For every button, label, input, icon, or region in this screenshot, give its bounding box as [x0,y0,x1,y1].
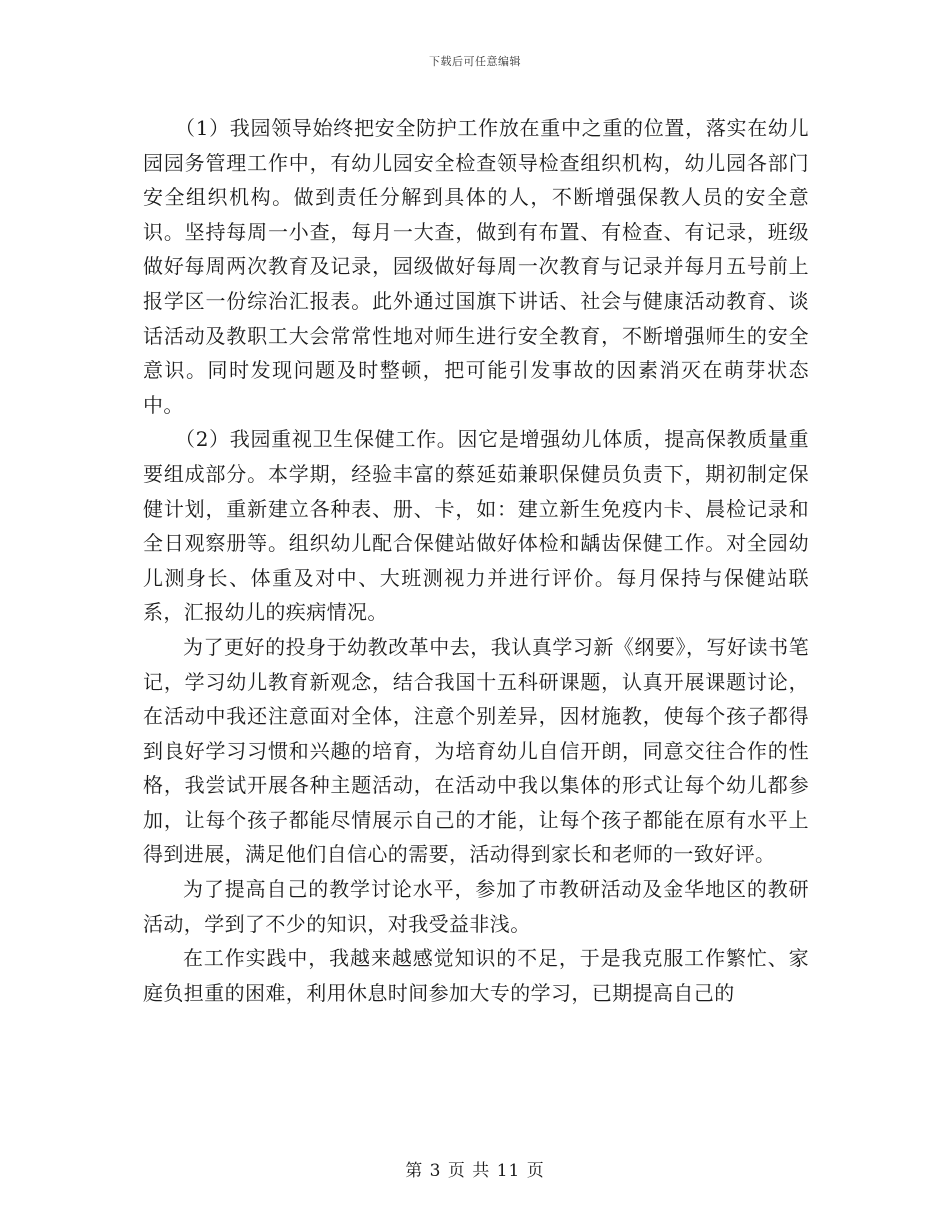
total-pages-number: 11 [496,1161,521,1181]
page-label-suffix: 页 [526,1161,545,1181]
document-body [143,111,809,1010]
page-label-mid: 页 共 [447,1161,491,1181]
paragraph-safety: （1）我园领导始终把安全防护工作放在重中之重的位置，落实在幼儿园园务管理工作中，有幼儿园安全检查领导检查组织机构，幼儿园各部门安全组织机构。做到责任分解到具体的人，不断增强保教人员的安全意识。坚持每周一小查，每月一大查，做到有布置、有检查、有记录，班级做好每周两次教育及记录，园级做好每周一次教育与记录并每月五号前上报学区一份综治汇报表。此外通过国旗下讲话、社会与健康活动教育、谈话活动及教职工大会常常性地对师生进行安全教育，不断增强师生的安全意识。同时发现问题及时整顿，把可能引发事故的因素消灭在萌芽状态中。 [143,116,809,417]
paragraph-health-care: （2）我园重视卫生保健工作。因它是增强幼儿体质，提高保教质量重要组成部分。本学期，经验丰富的蔡延茹兼职保健员负责下，期初制定保健计划，重新建立各种表、册、卡，如：建立新生免疫内卡、晨检记录和全日观察册等。组织幼儿配合保健站做好体检和龋齿保健工作。对全园幼儿测身长、体重及对中、大班测视力并进行评价。每月保持与保健站联系，汇报幼儿的疾病情况。 [143,427,809,625]
paragraph-teaching-research: 为了提高自己的教学讨论水平，参加了市教研活动及金华地区的教研活动，学到了不少的知识，对我受益非浅。 [143,877,809,936]
page-label-prefix: 第 [405,1161,424,1181]
paragraph-curriculum-reform: 为了更好的投身于幼教改革中去，我认真学习新《纲要》，写好读书笔记，学习幼儿教育新观念，结合我国十五科研课题，认真开展课题讨论，在活动中我还注意面对全体，注意个别差异，因材施教，使每个孩子都得到良好学习习惯和兴趣的培育，为培育幼儿自信开朗，同意交往合作的性格，我尝试开展各种主题活动，在活动中我以集体的形式让每个幼儿都参加，让每个孩子都能尽情展示自己的才能，让每个孩子都能在原有水平上得到进展，满足他们自信心的需要，活动得到家长和老师的一致好评。 [143,634,809,867]
page-number-footer [0,1156,950,1181]
paragraph-further-study: 在工作实践中，我越来越感觉知识的不足，于是我克服工作繁忙、家庭负担重的困难，利用休息时间参加大专的学习，已期提高自己的 [143,946,809,1005]
current-page-number: 3 [429,1161,442,1181]
header-note: 下载后可任意编辑 [429,55,521,68]
